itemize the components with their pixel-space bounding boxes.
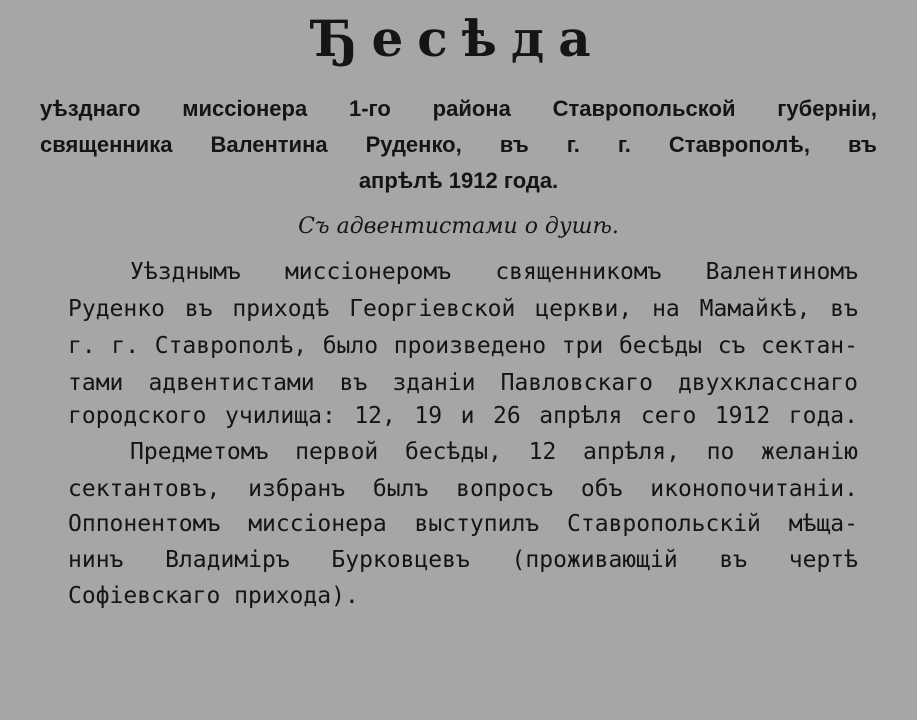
subtitle: Съ адвентистами о душѣ. — [298, 214, 619, 239]
header-word: района — [432, 96, 511, 121]
paragraph-2-line: нинъ Владиміръ Бурковцевъ (проживающій въ чертѣ — [68, 547, 858, 573]
header-word: губерніи, — [777, 96, 877, 121]
header-word: Ставропольской — [552, 96, 736, 121]
header-word: въ — [847, 132, 877, 157]
header-line-1 — [40, 94, 877, 124]
header-word: г. — [617, 132, 631, 157]
paragraph-1-line: г. г. Ставрополѣ, было произведено три бесѣды съ сектан- — [68, 333, 858, 359]
header-word: священника — [40, 132, 173, 157]
paragraph-1-line: Уѣзднымъ миссіонеромъ священникомъ Валентиномъ — [130, 259, 858, 285]
paragraph-1-line: Руденко въ приходѣ Георгіевской церкви, на Мамайкѣ, въ — [68, 296, 858, 322]
header-date: апрѣлѣ 1912 года. — [358, 168, 559, 193]
header-word: въ — [499, 132, 529, 157]
paragraph-2-line: Оппонентомъ миссіонера выступилъ Ставропольскій мѣща- — [68, 511, 858, 537]
header-word: миссіонера — [182, 96, 308, 121]
header-word: Руденко, — [365, 132, 462, 157]
header-word: Валентина — [210, 132, 328, 157]
header-word: Ставрополѣ, — [668, 132, 810, 157]
paragraph-1-line: тами адвентистами въ зданіи Павловскаго двухкласснаго — [68, 370, 858, 396]
paragraph-2-line: Софіевскаго прихода). — [68, 583, 359, 609]
header-word: уѣзднаго — [40, 96, 141, 121]
header-word: 1-го — [349, 96, 391, 121]
header-line-3 — [40, 166, 877, 196]
paragraph-2-line: сектантовъ, избранъ былъ вопросъ объ иконопочитаніи. — [68, 476, 858, 502]
paragraph-2-line: Предметомъ первой бесѣды, 12 апрѣля, по желанію — [130, 439, 858, 465]
page-title: Ђесѣда — [312, 9, 605, 68]
paragraph-1-line: городского училища: 12, 19 и 26 апрѣля сего 1912 года. — [68, 403, 858, 429]
header-line-2 — [40, 130, 877, 160]
header-word: г. — [566, 132, 580, 157]
